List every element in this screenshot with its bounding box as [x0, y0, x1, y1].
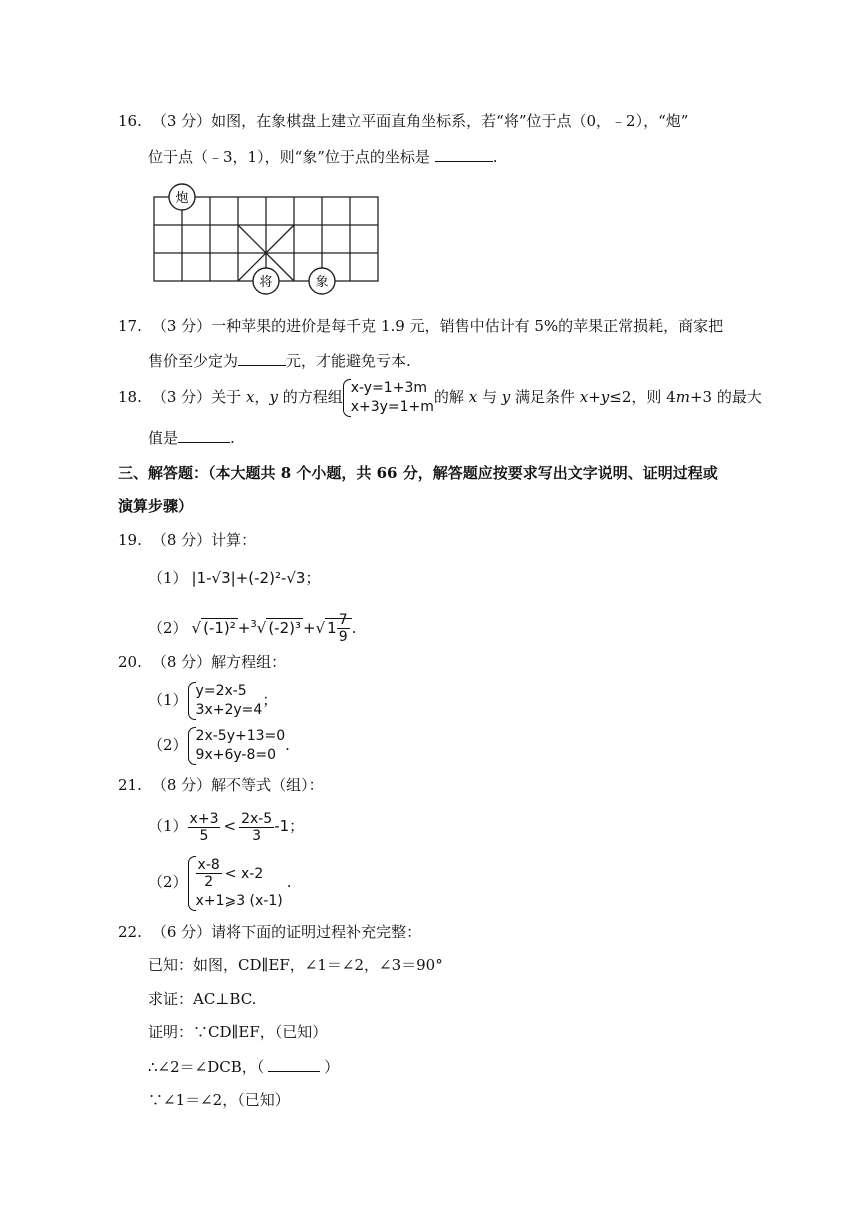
q16-period: . — [492, 148, 498, 166]
q18-text-b: 的方程组 — [277, 388, 343, 406]
q22-given — [148, 955, 443, 975]
q22-proof-line3 — [148, 1090, 290, 1110]
piece-jiang — [253, 268, 279, 294]
q19-period: . — [351, 619, 357, 637]
section3-header-line1 — [118, 463, 718, 483]
q21-part2-ineq1-rest: < x-2 — [224, 865, 264, 882]
piece-pao — [169, 184, 195, 210]
q22-proof-text-1: 证明：∵CD∥EF，（已知） — [148, 1023, 328, 1041]
q22-prove — [148, 989, 256, 1009]
q21-less-than: < — [223, 817, 237, 835]
q20-part1 — [148, 678, 277, 722]
q16-line2 — [148, 146, 498, 167]
q18-line2 — [148, 427, 235, 448]
q19-part2 — [148, 608, 356, 645]
q18-eq2: x+3y=1+m — [350, 399, 434, 415]
q21-part2-ineq1 — [196, 856, 283, 892]
q19-part1 — [148, 568, 320, 588]
q21-part2-end: . — [286, 873, 292, 891]
q21-title — [118, 775, 324, 795]
q22-title-text: （6 分）请将下面的证明过程补充完整： — [151, 923, 422, 941]
q22-number: 22. — [118, 923, 142, 941]
q17-number: 17. — [118, 317, 142, 335]
q17-answer-blank[interactable] — [238, 350, 286, 366]
q21-frac1-num: x+3 — [189, 810, 219, 827]
q17-text-2b: 元，才能避免亏本. — [286, 352, 411, 370]
q18-number: 18. — [118, 388, 142, 406]
q19-plus1: + — [237, 619, 251, 637]
q18-answer-blank[interactable] — [178, 427, 230, 443]
q21-number: 21. — [118, 776, 142, 794]
q20-part2 — [148, 723, 290, 767]
q17-line1 — [118, 316, 723, 336]
q21-part2-frac — [196, 857, 222, 890]
q18-var-x2: x — [468, 388, 478, 406]
q18-var-y: y — [269, 388, 278, 406]
q18-text-e: 满足条件 — [510, 388, 580, 406]
q16-text-1: （3 分）如图，在象棋盘上建立平面直角坐标系，若“将”位于点（0，﹣2），“炮” — [151, 112, 689, 130]
q20-part2-label: （2） — [148, 736, 188, 754]
q18-text-g: +3 的最大 — [689, 388, 762, 406]
q19-title-text: （8 分）计算： — [151, 531, 257, 549]
q20-part1-eq1: y=2x-5 — [195, 683, 247, 699]
q16-line1 — [118, 111, 688, 131]
q18-var-x: x — [245, 388, 255, 406]
q21-frac1-den: 5 — [199, 827, 209, 844]
q22-proof-text-3: ∵∠1＝∠2，（已知） — [148, 1091, 290, 1109]
q22-title — [118, 922, 421, 942]
svg-text:象: 象 — [315, 275, 329, 290]
q19-frac-num: 7 — [338, 612, 348, 628]
q21-part2-frac-num: x-8 — [197, 857, 220, 873]
q19-part1-label: （1） — [148, 569, 188, 587]
q22-proof-text-2b: ） — [324, 1058, 340, 1076]
q18-equation-system — [343, 379, 434, 417]
q19-part1-expr: |1-√3|+(-2)²-√3； — [191, 569, 321, 587]
q18-line1 — [118, 377, 762, 417]
q18-comma: ， — [254, 388, 270, 406]
q19-cbrt-index: 3 — [250, 619, 257, 630]
q20-part2-eq1: 2x-5y+13=0 — [195, 728, 286, 744]
q20-number: 20. — [118, 653, 142, 671]
q19-sqrt1: √ (-1)² — [191, 619, 236, 637]
q22-proof-line2 — [148, 1056, 339, 1077]
section3-title-cont: 演算步骤） — [118, 497, 194, 515]
q20-part2-system — [188, 727, 286, 765]
q18-var-m: m — [675, 388, 690, 406]
q18-text-c: 的解 — [433, 388, 469, 406]
q19-sqrt2: √ 1 $\frac{7}{9}$ — [316, 618, 352, 637]
q21-title-text: （8 分）解不等式（组）： — [151, 776, 324, 794]
q17-text-1: （3 分）一种苹果的进价是每千克 1.9 元，销售中估计有 5%的苹果正常损耗，商家把 — [151, 317, 724, 335]
q21-frac2-num: 2x-5 — [241, 810, 273, 827]
q21-part2-label: （2） — [148, 873, 188, 891]
q20-title-text: （8 分）解方程组： — [151, 653, 287, 671]
q19-part2-label: （2） — [148, 619, 188, 637]
q18-text-2: 值是 — [148, 429, 179, 447]
q19-fraction — [337, 612, 350, 645]
q20-part1-eq2: 3x+2y=4 — [195, 702, 263, 718]
q19-cbrt-arg: (-2)³ — [268, 619, 301, 637]
q19-cbrt: $^3$√ (-2)³ — [250, 619, 301, 637]
q21-frac2 — [239, 811, 274, 844]
q21-part2-system — [188, 856, 283, 911]
q20-part1-system — [188, 682, 263, 720]
svg-text:炮: 炮 — [175, 191, 189, 206]
q18-text-d: 与 — [477, 388, 502, 406]
q19-mixed-whole: 1 — [327, 619, 337, 637]
q21-part1-label: （1） — [148, 817, 188, 835]
piece-xiang — [309, 268, 335, 294]
q21-part1 — [148, 806, 304, 846]
q18-text-f: ≤2，则 4 — [609, 388, 676, 406]
q21-frac1 — [188, 811, 221, 844]
q20-part2-eq2: 9x+6y-8=0 — [195, 747, 277, 763]
q21-frac2-den: 3 — [252, 827, 262, 844]
q22-reason-blank[interactable] — [268, 1056, 320, 1072]
q22-given-text: 已知：如图，CD∥EF，∠1＝∠2，∠3＝90° — [148, 956, 443, 974]
q20-part1-end: ； — [262, 691, 278, 709]
q16-text-2: 位于点（﹣3，1），则“象”位于点的坐标是 — [148, 148, 430, 166]
section3-header-line2 — [118, 496, 193, 516]
q22-proof-text-2a: ∴∠2＝∠DCB，（ — [148, 1058, 265, 1076]
q21-part1-tail: -1； — [274, 817, 305, 835]
q21-part2 — [148, 850, 292, 914]
q18-eq1: x-y=1+3m — [350, 380, 427, 396]
q19-frac-den: 9 — [338, 629, 348, 645]
q19-sqrt1-arg: (-1)² — [203, 619, 236, 637]
q21-part2-ineq2: x+1⩾3 (x-1) — [195, 892, 283, 909]
svg-text:将: 将 — [259, 275, 273, 290]
q20-part1-label: （1） — [148, 691, 188, 709]
q16-answer-blank[interactable] — [435, 146, 493, 162]
q22-prove-text: 求证：AC⊥BC. — [148, 990, 257, 1008]
q20-part2-end: . — [285, 736, 290, 754]
q17-line2 — [148, 350, 411, 371]
section3-title: 三、解答题：（本大题共 8 个小题，共 66 分，解答题应按要求写出文字说明、证明过程或 — [118, 464, 718, 482]
q18-condition: x+y — [579, 388, 610, 406]
q20-title — [118, 652, 286, 672]
q19-title — [118, 530, 256, 550]
q16-number: 16. — [118, 112, 142, 130]
q22-proof-line1 — [148, 1022, 327, 1042]
q17-text-2a: 售价至少定为 — [148, 352, 239, 370]
q18-text-a: （3 分）关于 — [151, 388, 246, 406]
q18-var-y2: y — [501, 388, 511, 406]
chess-board-figure — [148, 181, 388, 301]
q19-number: 19. — [118, 531, 142, 549]
q18-period: . — [230, 429, 235, 447]
q19-plus2: + — [303, 619, 316, 637]
q21-part2-frac-den: 2 — [204, 874, 214, 890]
